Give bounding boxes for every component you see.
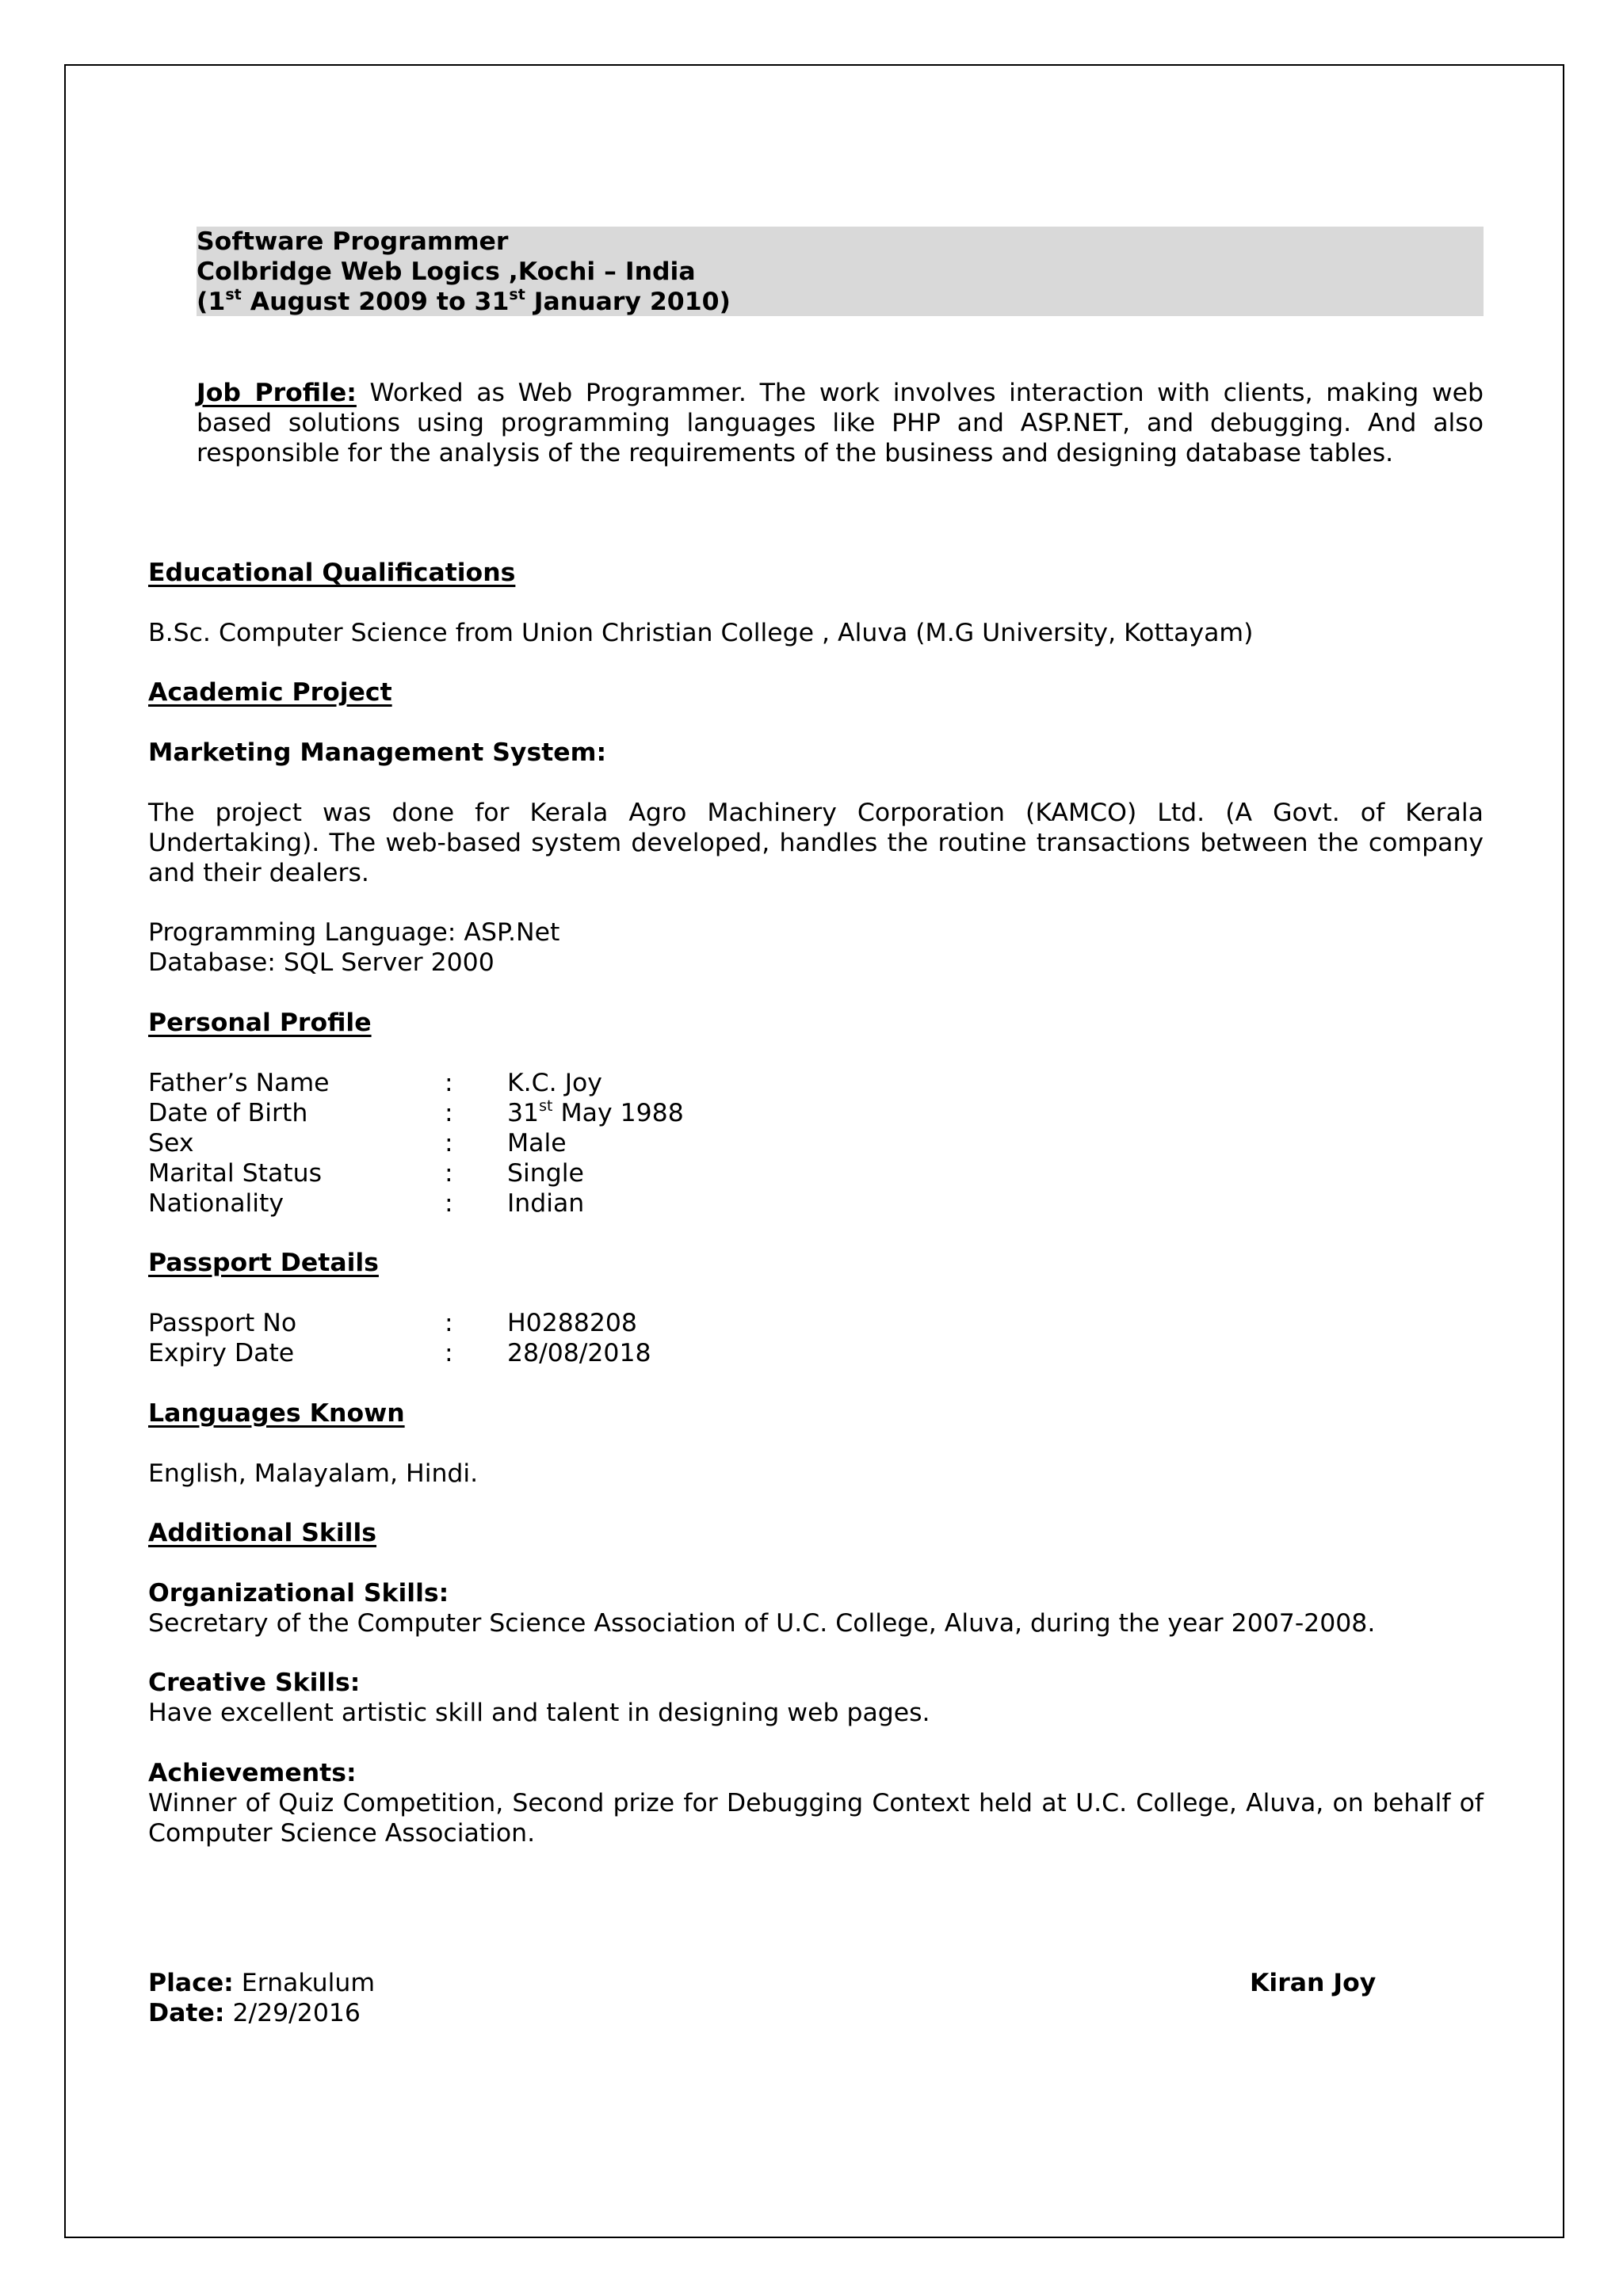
- sex-value: Male: [507, 1129, 567, 1158]
- place-value: Ernakulum: [233, 1969, 375, 1997]
- passport-no-colon: :: [445, 1309, 453, 1337]
- nationality-value: Indian: [507, 1189, 585, 1218]
- passport-no-label: Passport No: [148, 1309, 297, 1337]
- nationality-colon: :: [445, 1189, 453, 1218]
- marital-label: Marital Status: [148, 1159, 322, 1188]
- education-heading: Educational Qualifications: [148, 559, 516, 587]
- academic-project-heading: Academic Project: [148, 678, 392, 707]
- dob-label: Date of Birth: [148, 1099, 308, 1127]
- fathers-name-colon: :: [445, 1069, 453, 1097]
- passport-no-value: H0288208: [507, 1309, 637, 1337]
- job-period-open: (1: [197, 288, 226, 316]
- job-header: [197, 227, 1484, 316]
- project-language: Programming Language: ASP.Net: [148, 918, 560, 947]
- passport-heading: Passport Details: [148, 1249, 379, 1277]
- project-description: The project was done for Kerala Agro Machinery Corporation (KAMCO) Ltd. (A Govt. of Kerala Undertaking). The web-based system developed, handles the routine transactions between the company and their dealers.: [148, 799, 1484, 887]
- creative-skills-label: Creative Skills:: [148, 1669, 361, 1697]
- job-period-close: January 2010): [525, 288, 731, 316]
- creative-skills-text: Have excellent artistic skill and talent in designing web pages.: [148, 1699, 930, 1727]
- project-title: Marketing Management System:: [148, 738, 607, 767]
- dob-value: [507, 1098, 684, 1128]
- job-profile-text: Worked as Web Programmer. The work involves interaction with clients, making web based solutions using programming languages like PHP and ASP.NET, and debugging. And also responsible for the analysis of the requirements of the business and designing database tables.: [197, 379, 1484, 467]
- dob-rest: May 1988: [552, 1099, 684, 1127]
- sex-colon: :: [445, 1129, 453, 1158]
- date-value: 2/29/2016: [224, 1999, 361, 2027]
- place-line: [148, 1968, 375, 1998]
- languages-heading: Languages Known: [148, 1399, 405, 1428]
- job-period: [197, 287, 1484, 317]
- job-period-sup1: st: [225, 286, 242, 303]
- project-database: Database: SQL Server 2000: [148, 948, 495, 977]
- place-label: Place:: [148, 1969, 234, 1997]
- job-period-sup2: st: [509, 286, 525, 303]
- date-line: [148, 1998, 361, 2028]
- personal-profile-heading: Personal Profile: [148, 1009, 372, 1037]
- passport-expiry-label: Expiry Date: [148, 1339, 295, 1367]
- marital-colon: :: [445, 1159, 453, 1188]
- passport-expiry-colon: :: [445, 1339, 453, 1367]
- passport-expiry-value: 28/08/2018: [507, 1339, 651, 1367]
- sex-label: Sex: [148, 1129, 194, 1158]
- fathers-name-label: Father’s Name: [148, 1069, 330, 1097]
- date-label: Date:: [148, 1999, 225, 2027]
- job-period-mid: August 2009 to 31: [241, 288, 510, 316]
- additional-skills-heading: Additional Skills: [148, 1519, 376, 1547]
- education-text: B.Sc. Computer Science from Union Christian College , Aluva (M.G University, Kottayam): [148, 619, 1254, 647]
- achievements-label: Achievements:: [148, 1759, 357, 1787]
- dob-colon: :: [445, 1099, 453, 1127]
- job-profile-label: Job Profile:: [197, 379, 357, 407]
- languages-text: English, Malayalam, Hindi.: [148, 1459, 479, 1488]
- job-company: Colbridge Web Logics ,Kochi – India: [197, 257, 696, 286]
- dob-sup: st: [539, 1097, 553, 1115]
- fathers-name-value: K.C. Joy: [507, 1069, 602, 1097]
- marital-value: Single: [507, 1159, 584, 1188]
- dob-day: 31: [507, 1099, 540, 1127]
- job-profile: [197, 378, 1484, 468]
- job-title: Software Programmer: [197, 227, 509, 256]
- org-skills-label: Organizational Skills:: [148, 1579, 449, 1608]
- signature-name: Kiran Joy: [1250, 1969, 1377, 1997]
- achievements-text: Winner of Quiz Competition, Second prize for Debugging Context held at U.C. College, Aluva, on behalf of Computer Science Association.: [148, 1789, 1484, 1848]
- org-skills-text: Secretary of the Computer Science Association of U.C. College, Aluva, during the year 2007-2008.: [148, 1609, 1376, 1638]
- nationality-label: Nationality: [148, 1189, 285, 1218]
